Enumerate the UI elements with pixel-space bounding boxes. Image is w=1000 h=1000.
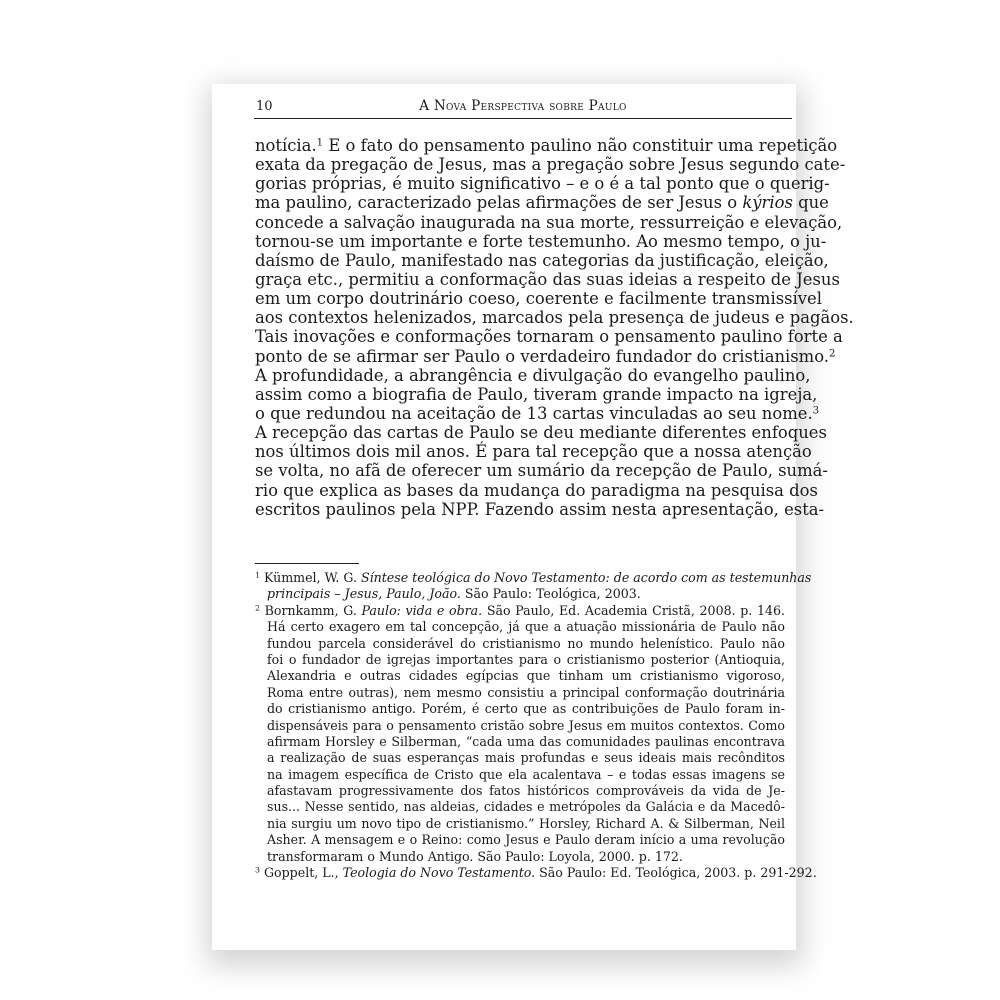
footnote-line	[255, 734, 785, 750]
footnote-line	[255, 701, 785, 717]
body-line	[255, 174, 830, 194]
italic-text: Síntese teológica do Novo Testamento: de acordo com as testemunhas	[360, 570, 812, 585]
italic-text: Paulo: vida e obra.	[361, 602, 483, 618]
body-line	[255, 442, 812, 462]
italic-text: principais – Jesus, Paulo, João.	[267, 586, 461, 602]
body-line	[255, 403, 820, 423]
body-line	[255, 461, 828, 481]
footnote-line	[255, 750, 785, 766]
text-run: tornou-se um importante e forte testemunho. Ao mesmo tempo, o ju-	[255, 231, 827, 251]
footnote-line	[255, 849, 785, 865]
footnotes	[255, 570, 817, 881]
footnote-marker: 2	[829, 347, 836, 359]
text-run: São Paulo, Ed. Academia Cristã, 2008. p. 146.	[482, 602, 785, 618]
footnote-line	[255, 767, 785, 783]
text-run: Kümmel, W. G.	[259, 570, 361, 585]
running-head	[254, 98, 792, 119]
text-run: a realização de suas esperanças mais profundas e seus ideais mais recônditos	[267, 750, 785, 766]
footnote-marker: 2	[255, 603, 260, 613]
body-line	[255, 136, 838, 155]
text-run: sus... Nesse sentido, nas aldeias, cidades e metrópoles da Galácia e da Macedô-	[267, 799, 785, 815]
footnote-line	[255, 832, 785, 848]
footnote-line	[255, 799, 785, 815]
body-line	[255, 269, 840, 289]
text-run: na imagem específica de Cristo que ela acalentava – e todas essas imagens se	[267, 766, 785, 782]
text-run: concede a salvação inaugurada na sua morte, ressurreição e elevação,	[255, 212, 843, 232]
body-line	[255, 384, 818, 404]
footnote-rule	[255, 563, 359, 564]
body-line	[255, 423, 827, 443]
footnote-line	[255, 718, 785, 734]
text-run: daísmo de Paulo, manifestado nas categorias da justificação, eleição,	[255, 250, 829, 270]
text-run: Alexandria e outras cidades egípcias que tinham um cristianismo vigoroso,	[267, 668, 785, 684]
text-run: ponto de se afirmar ser Paulo o verdadeiro fundador do cristianismo.	[255, 346, 830, 366]
text-run: assim como a biografia de Paulo, tiveram grande impacto na igreja,	[255, 384, 818, 404]
text-run: o que redundou na aceitação de 13 cartas vinculadas ao seu nome.	[255, 403, 813, 423]
text-run: do cristianismo antigo. Porém, é certo que as contribuições de Paulo foram in-	[267, 701, 785, 717]
text-run: graça etc., permitiu a conformação das suas ideias a respeito de Jesus	[255, 269, 840, 289]
body-line	[255, 365, 811, 385]
footnote-line	[255, 685, 785, 701]
text-run: que	[792, 193, 829, 213]
text-run: Há certo exagero em tal concepção, já que a atuação missionária de Paulo não	[267, 619, 785, 635]
text-run: ma paulino, caracterizado pelas afirmações de ser Jesus o	[255, 193, 743, 213]
text-run: se volta, no afã de oferecer um sumário da recepção de Paulo, sumá-	[255, 461, 828, 481]
footnote-line	[255, 816, 785, 832]
footnote-marker: 3	[812, 405, 820, 417]
footnote-line	[255, 586, 785, 602]
footnote-line	[255, 636, 785, 652]
footnote-marker: 1	[255, 570, 260, 580]
body-line	[255, 327, 843, 347]
footnote-marker: 1	[316, 137, 324, 149]
page-number: 10	[256, 99, 273, 114]
text-run: Asher. A mensagem e o Reino: como Jesus e Paulo deram início a uma revolução	[267, 832, 785, 848]
text-run: Goppelt, L.,	[259, 865, 343, 881]
body-line	[255, 193, 829, 213]
body-line	[255, 155, 846, 175]
body-line	[255, 231, 827, 251]
body-line	[255, 499, 825, 519]
body-line	[255, 480, 818, 500]
body-line	[255, 289, 822, 309]
text-run: Tais inovações e conformações tornaram o pensamento paulino forte a	[255, 327, 843, 347]
text-run: afastavam progressivamente dos fatos históricos comprováveis da vida de Je-	[267, 783, 785, 799]
text-run: fundou parcela considerável do cristianismo no mundo helenístico. Paulo não	[267, 635, 785, 651]
body-line	[255, 346, 836, 366]
text-run: São Paulo: Teológica, 2003.	[460, 586, 641, 602]
footnote-line	[255, 783, 785, 799]
body-line	[255, 250, 829, 270]
text-run: rio que explica as bases da mudança do paradigma na pesquisa dos	[255, 480, 818, 500]
footnote-line	[255, 570, 812, 586]
footnote-marker: 3	[255, 865, 260, 875]
text-run: A recepção das cartas de Paulo se deu mediante diferentes enfoques	[255, 423, 827, 443]
body-text	[255, 136, 854, 519]
footnote-line	[255, 668, 785, 684]
italic-text: Teologia do Novo Testamento.	[342, 865, 536, 881]
text-run: afirmam Horsley e Silberman, “cada uma das comunidades paulinas encontrava	[267, 733, 785, 749]
body-line	[255, 308, 854, 328]
footnote-line	[255, 865, 817, 881]
text-run: dispensáveis para o pensamento cristão sobre Jesus em muitos contextos. Como	[267, 717, 785, 733]
text-run: A profundidade, a abrangência e divulgação do evangelho paulino,	[255, 365, 811, 385]
book-title: A Nova Perspectiva sobre Paulo	[419, 98, 627, 114]
text-run: São Paulo: Ed. Teológica, 2003. p. 291-292.	[535, 865, 817, 881]
text-run: escritos paulinos pela NPP. Fazendo assim nesta apresentação, esta-	[255, 499, 825, 519]
body-line	[255, 212, 843, 232]
footnote-line	[255, 652, 785, 668]
text-run: gorias próprias, é muito significativo – e o é a tal ponto que o querig-	[255, 174, 830, 194]
italic-text: kýrios	[742, 193, 793, 213]
footnote-line	[255, 603, 785, 619]
text-run: foi o fundador de igrejas importantes para o cristianismo posterior (Antioquia,	[267, 651, 785, 667]
book-page	[212, 84, 854, 950]
text-run: Bornkamm, G.	[259, 602, 362, 618]
text-run: exata da pregação de Jesus, mas a pregação sobre Jesus segundo cate-	[255, 155, 846, 175]
text-run: notícia.	[255, 136, 317, 155]
text-run: nia surgiu um novo tipo de cristianismo.” Horsley, Richard A. & Silberman, Neil	[267, 815, 785, 831]
text-run: Roma entre outras), nem mesmo consistiu a principal conformação doutrinária	[267, 684, 785, 700]
text-run: aos contextos helenizados, marcados pela presença de judeus e pagãos.	[255, 308, 854, 328]
text-run: nos últimos dois mil anos. É para tal recepção que a nossa atenção	[255, 442, 812, 462]
text-run: E o fato do pensamento paulino não constituir uma repetição	[323, 136, 838, 155]
text-run: em um corpo doutrinário coeso, coerente e facilmente transmissível	[255, 289, 822, 309]
text-run: transformaram o Mundo Antigo. São Paulo: Loyola, 2000. p. 172.	[267, 848, 683, 864]
footnote-line	[255, 619, 785, 635]
